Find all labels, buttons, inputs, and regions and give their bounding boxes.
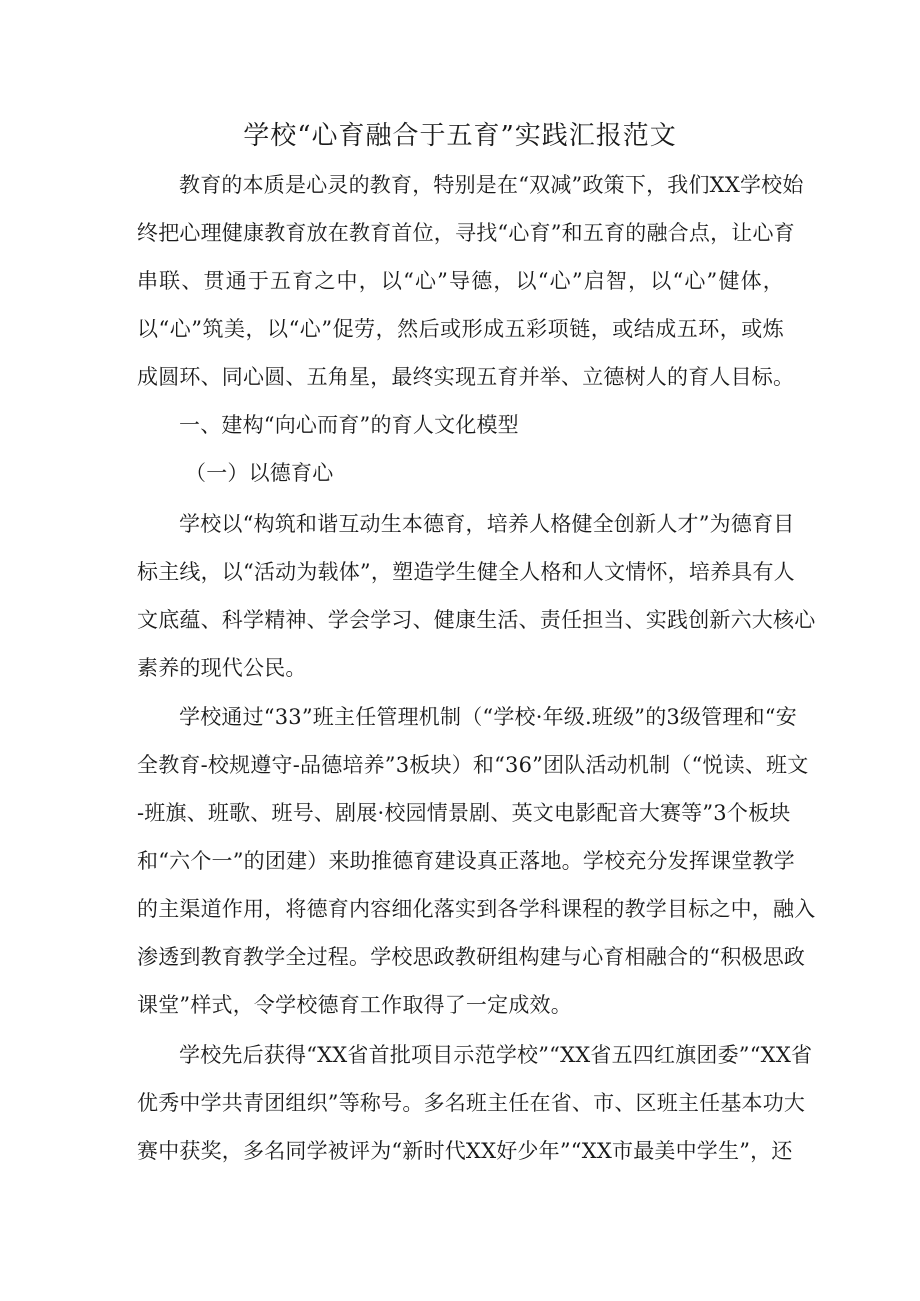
paragraph-2-line-4: 素养的现代公民。: [137, 656, 307, 680]
document-title: 学校“心育融合于五育”实践汇报范文: [243, 121, 677, 151]
paragraph-1-line-5: 成圆环、同心圆、五角星，最终实现五育并举、立德树人的育人目标。: [137, 365, 795, 389]
paragraph-3-line-5: 的主渠道作用，将德育内容细化落实到各学科课程的教学目标之中，融入: [137, 897, 816, 921]
paragraph-1-line-2: 终把心理健康教育放在教育首位，寻找“心育”和五育的融合点，让心育: [137, 221, 795, 245]
paragraph-3-line-4: 和“六个一”的团建）来助推德育建设真正落地。学校充分发挥课堂教学: [137, 849, 795, 873]
paragraph-3-line-2: 全教育-校规遵守-品德培养”3板块）和“36”团队活动机制（“悦读、班文: [137, 753, 809, 777]
paragraph-2-line-3: 文底蕴、科学精神、学会学习、健康生活、责任担当、实践创新六大核心: [137, 608, 816, 632]
paragraph-3-line-7: 课堂”样式，令学校德育工作取得了一定成效。: [137, 993, 572, 1017]
paragraph-2-line-1: 学校以“构筑和谐互动生本德育，培养人格健全创新人才”为德育目: [179, 512, 795, 536]
section-heading: 一、建构“向心而育”的育人文化模型: [179, 413, 519, 437]
subsection-heading: （一）以德育心: [185, 461, 334, 485]
paragraph-2-line-2: 标主线，以“活动为载体”，塑造学生健全人格和人文情怀，培养具有人: [137, 560, 795, 584]
paragraph-3-line-6: 渗透到教育教学全过程。学校思政教研组构建与心育相融合的“积极思政: [137, 945, 806, 969]
paragraph-1-line-3: 串联、贯通于五育之中，以“心”导德，以“心”启智，以“心”健体，: [137, 269, 784, 293]
paragraph-3-line-3: -班旗、班歌、班号、剧展·校园情景剧、英文电影配音大赛等”3个板块: [137, 801, 791, 825]
paragraph-4-line-2: 优秀中学共青团组织”等称号。多名班主任在省、市、区班主任基本功大: [137, 1091, 806, 1115]
paragraph-3-line-1: 学校通过“33”班主任管理机制（“学校·年级.班级”的3级管理和“安: [179, 705, 797, 729]
paragraph-1-line-1: 教育的本质是心灵的教育，特别是在“双减”政策下，我们XX学校始: [179, 173, 804, 197]
paragraph-4-line-3: 赛中获奖，多名同学被评为“新时代XX好少年”“XX市最美中学生”，还: [137, 1139, 793, 1163]
paragraph-4-line-1: 学校先后获得“XX省首批项目示范学校”“XX省五四红旗团委”“XX省: [179, 1043, 813, 1067]
paragraph-1-line-4: 以“心”筑美，以“心”促劳，然后或形成五彩项链，或结成五环，或炼: [137, 317, 784, 341]
